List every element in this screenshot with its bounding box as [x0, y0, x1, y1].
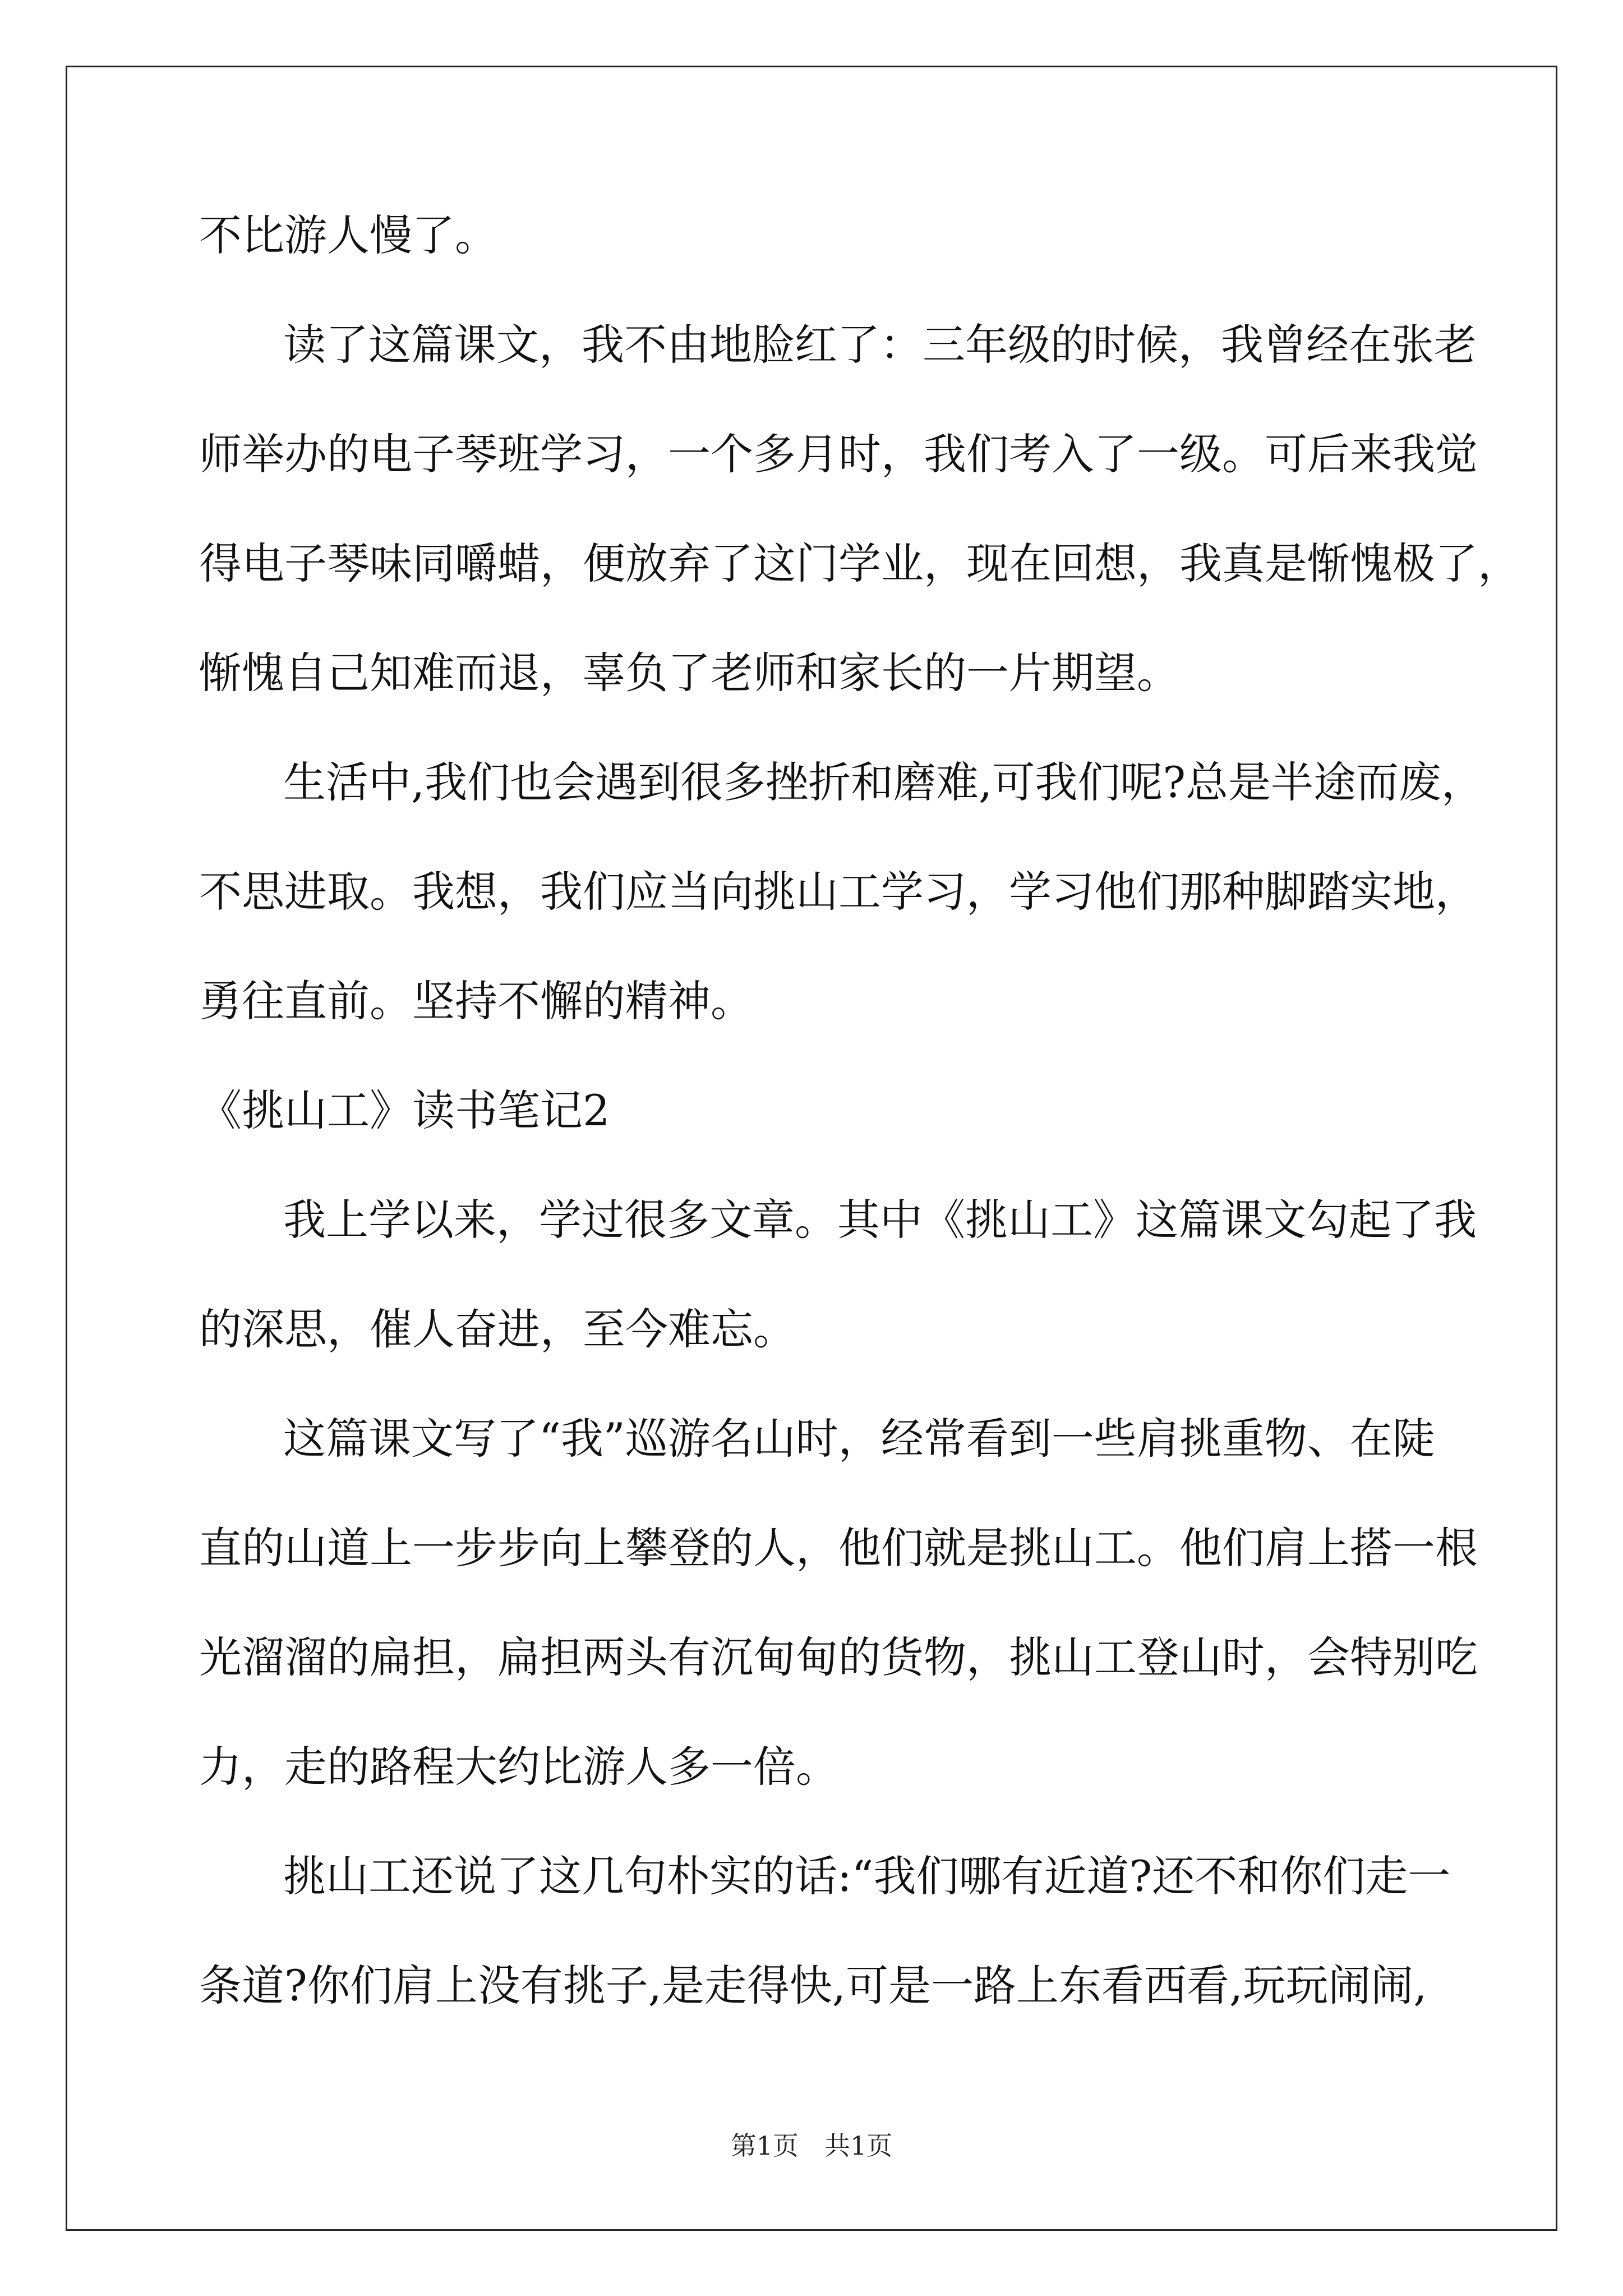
- paragraph-line: 这篇课文写了“我”巡游名山时，经常看到一些肩挑重物、在陡: [283, 1414, 1435, 1464]
- page-footer: 第1页 共1页: [730, 2131, 893, 2161]
- paragraph-line: 勇往直前。坚持不懈的精神。: [199, 976, 753, 1026]
- section-heading: 《挑山工》读书笔记2: [199, 1085, 610, 1135]
- paragraph-line: 师举办的电子琴班学习，一个多月时，我们考入了一级。可后来我觉: [199, 429, 1478, 479]
- paragraph-line: 不思进取。我想，我们应当向挑山工学习，学习他们那种脚踏实地，: [199, 867, 1478, 917]
- paragraph-line: 挑山工还说了这几句朴实的话:“我们哪有近道?还不和你们走一: [283, 1851, 1451, 1901]
- page-border: [66, 66, 1557, 2231]
- paragraph-line: 我上学以来，学过很多文章。其中《挑山工》这篇课文勾起了我: [283, 1195, 1477, 1245]
- paragraph-line: 光溜溜的扁担，扁担两头有沉甸甸的货物，挑山工登山时，会特别吃: [199, 1632, 1478, 1682]
- paragraph-line: 生活中,我们也会遇到很多挫折和磨难,可我们呢?总是半途而废，: [283, 757, 1484, 807]
- paragraph-line: 的深思，催人奋进，至今难忘。: [199, 1304, 796, 1354]
- paragraph-line: 条道?你们肩上没有挑子,是走得快,可是一路上东看西看,玩玩闹闹,: [199, 1961, 1427, 2010]
- paragraph-line: 读了这篇课文，我不由地脸红了：三年级的时候，我曾经在张老: [283, 320, 1477, 370]
- paragraph-line: 力，走的路程大约比游人多一倍。: [199, 1742, 838, 1792]
- paragraph-line: 惭愧自己知难而退，辜负了老师和家长的一片期望。: [199, 648, 1179, 698]
- paragraph-line: 得电子琴味同嚼蜡，便放弃了这门学业，现在回想，我真是惭愧极了，: [199, 539, 1520, 588]
- paragraph-line: 不比游人慢了。: [199, 210, 497, 260]
- paragraph-line: 直的山道上一步步向上攀登的人，他们就是挑山工。他们肩上搭一根: [199, 1523, 1478, 1573]
